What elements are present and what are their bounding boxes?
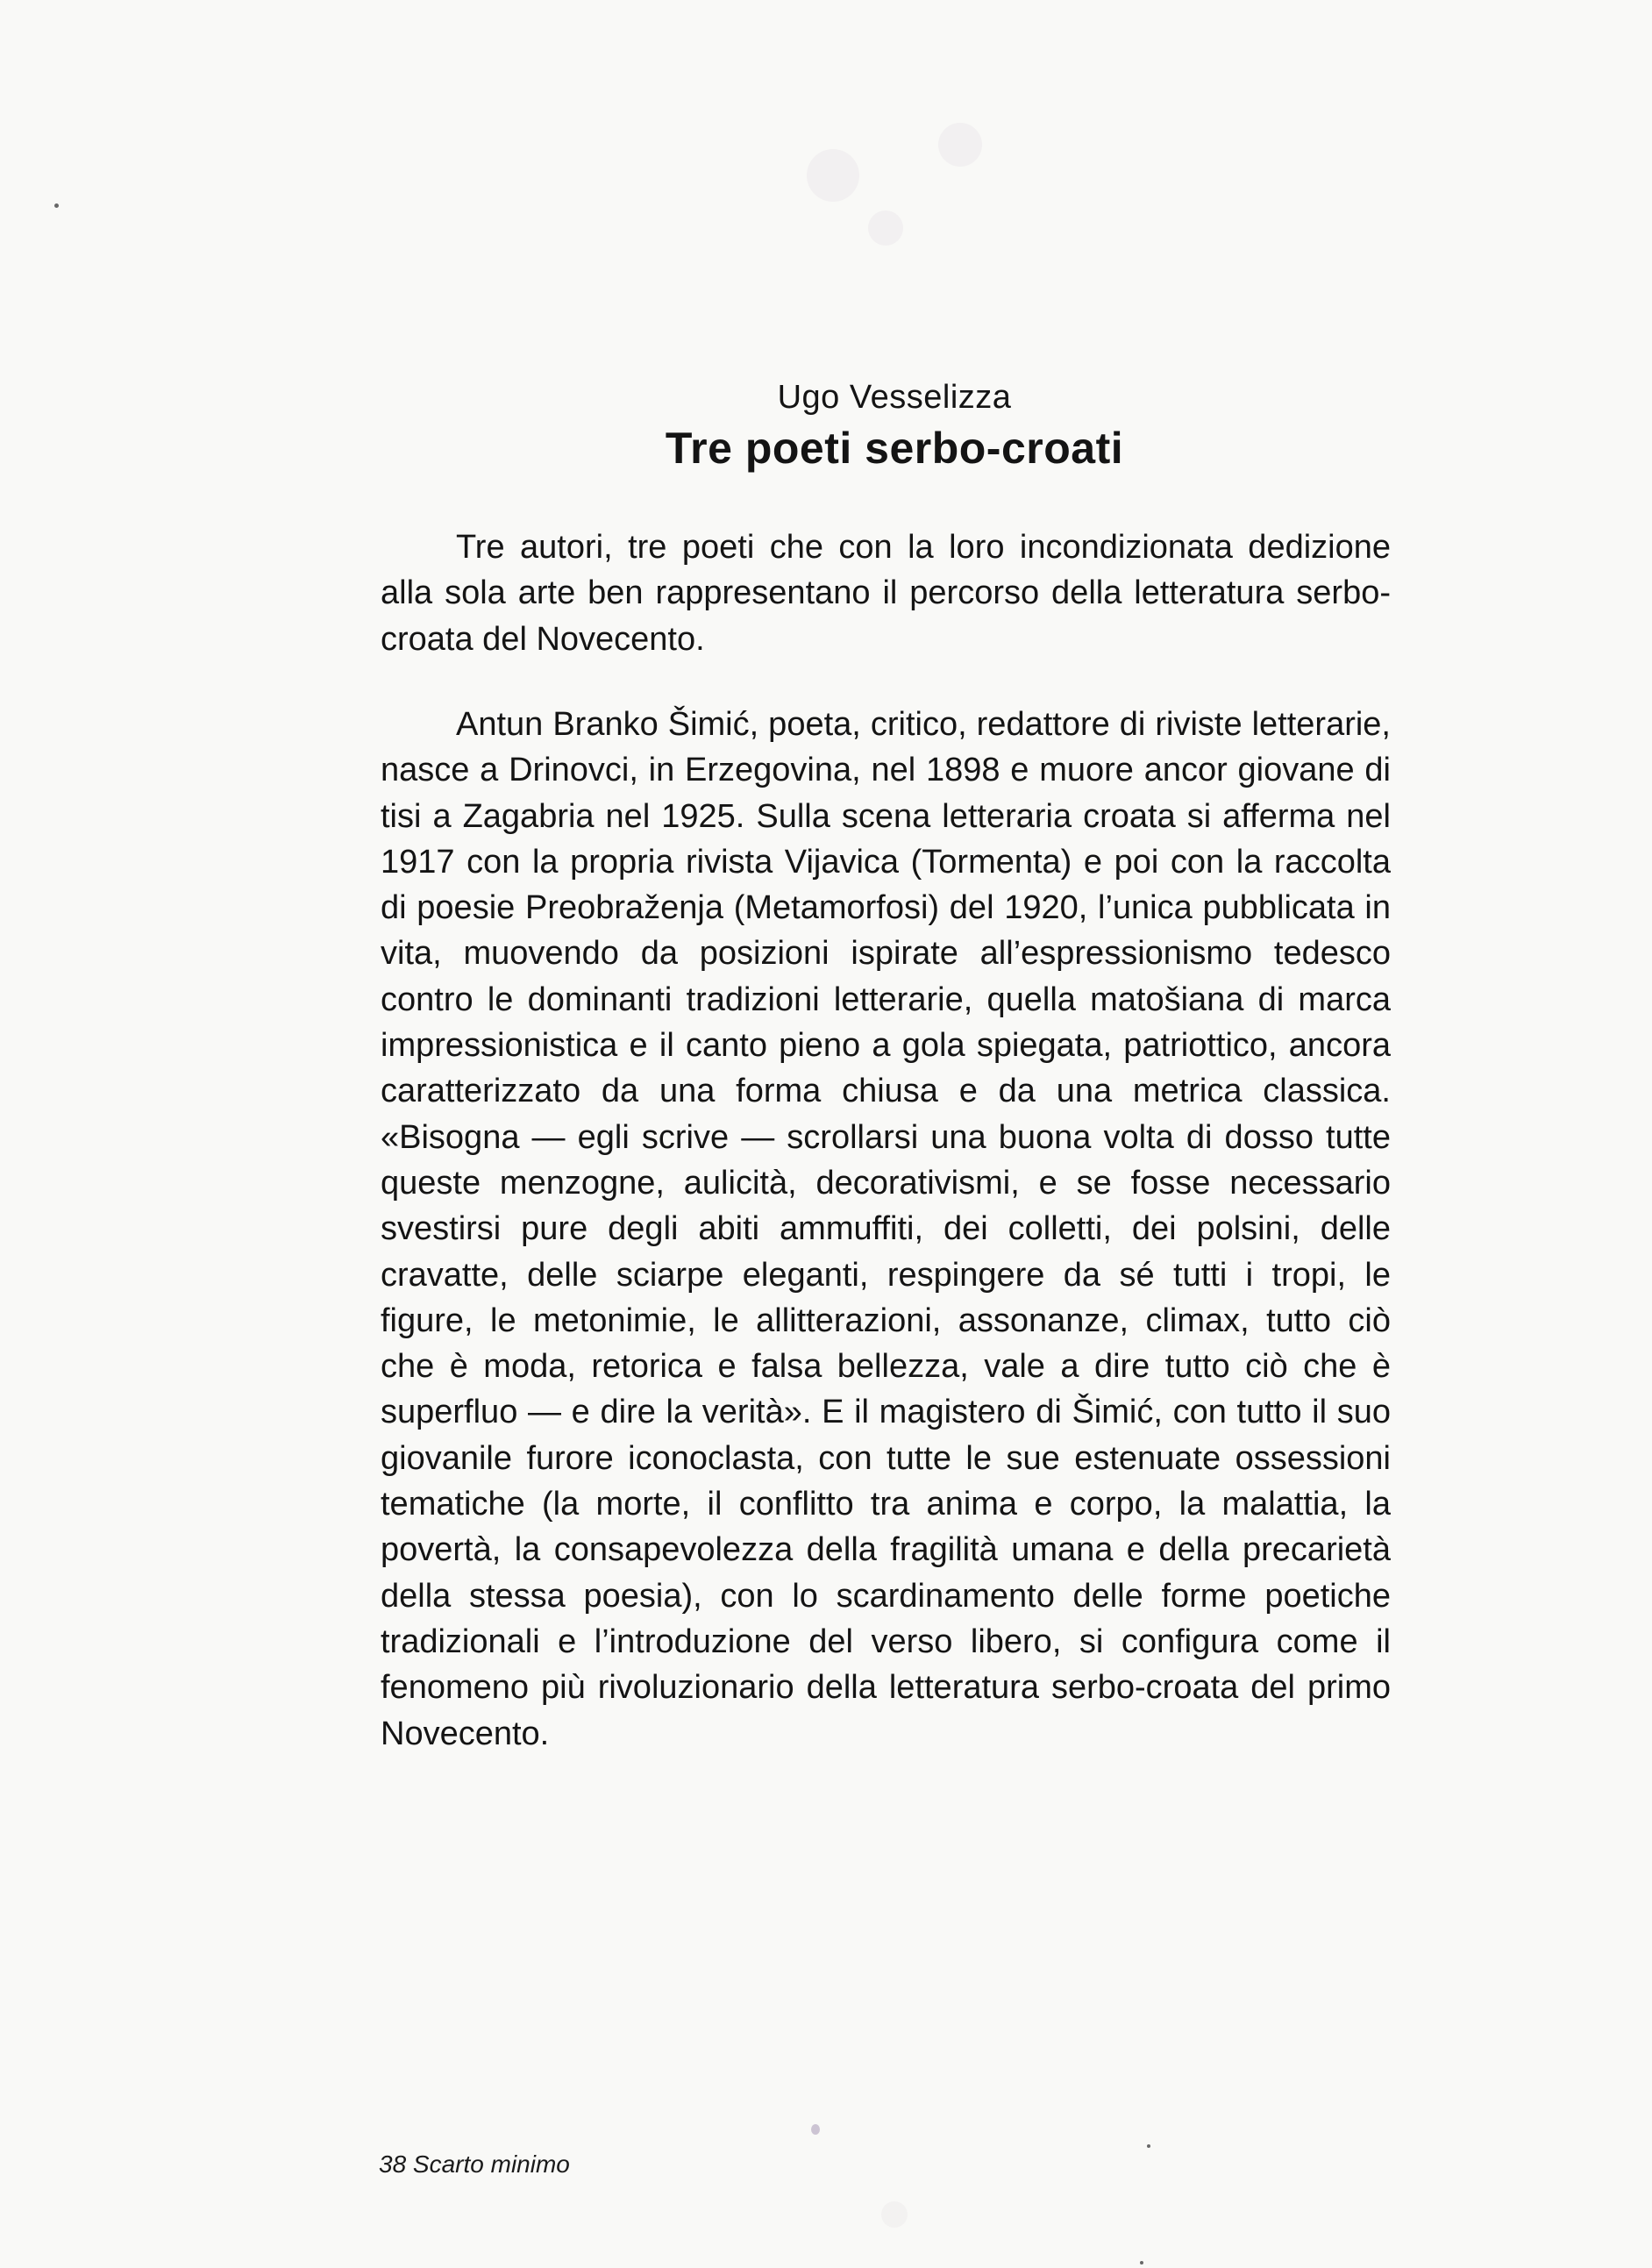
author-name: Ugo Vesselizza	[777, 379, 1012, 416]
paper-speck	[868, 210, 903, 246]
paper-speck	[807, 149, 859, 202]
page-footer: 38 Scarto minimo	[379, 2150, 570, 2178]
body-paragraph-1	[381, 524, 1391, 662]
paper-speck	[881, 2201, 908, 2228]
paragraph-text: Tre autori, tre poeti che con la loro incondizionata dedizione alla sola arte ben rappresentano il percorso della letteratura serbo-croata del Novecento.	[381, 529, 1391, 658]
article-title: Tre poeti serbo-croati	[665, 424, 1124, 473]
paper-speck	[938, 123, 982, 167]
paper-speck	[1147, 2144, 1150, 2148]
body-paragraph-2	[381, 702, 1391, 1757]
paper-speck	[811, 2124, 820, 2135]
paper-speck	[54, 203, 59, 208]
paper-speck	[1140, 2261, 1143, 2264]
paragraph-text: Antun Branko Šimić, poeta, critico, redattore di riviste letterarie, nasce a Drinovci, in Erzegovina, nel 1898 e muore ancor giovane di tisi a Zagabria nel 1925. Sulla scena letteraria croata si afferma nel 1917 con la propria rivista Vijavica (Tormenta) e poi con la raccolta di poesie Preobraženja (Metamorfosi) del 1920, l’unica pubblicata in vita, muovendo da posizioni ispirate all’espressionismo tedesco contro le dominanti tradizioni letterarie, quella matošiana di marca impressionistica e il canto pieno a gola spiegata, patriottico, ancora caratterizzato da una forma chiusa e da una metrica classica. «Bisogna — egli scrive — scrollarsi una buona volta di dosso tutte queste menzogne, aulicità, decorativismi, e se fosse necessario svestirsi pure degli abiti ammuffiti, dei colletti, dei polsini, delle cravatte, delle sciarpe eleganti, respingere da sé tutti i tropi, le figure, le metonimie, le allitterazioni, assonanze, climax, tutto ciò che è moda, retorica e falsa bellezza, vale a dire tutto ciò che è superfluo — e dire la verità». E il magistero di Šimić, con tutto il suo giovanile furore iconoclasta, con tutte le sue estenuate ossessioni tematiche (la morte, il conflitto tra anima e corpo, la malattia, la povertà, la consapevolezza della fragilità umana e della precarietà della stessa poesia), con lo scardinamento delle forme poetiche tradizionali e l’introduzione del verso libero, si configura come il fenomeno più rivoluzionario della letteratura serbo-croata del primo Novecento.	[381, 706, 1391, 1752]
